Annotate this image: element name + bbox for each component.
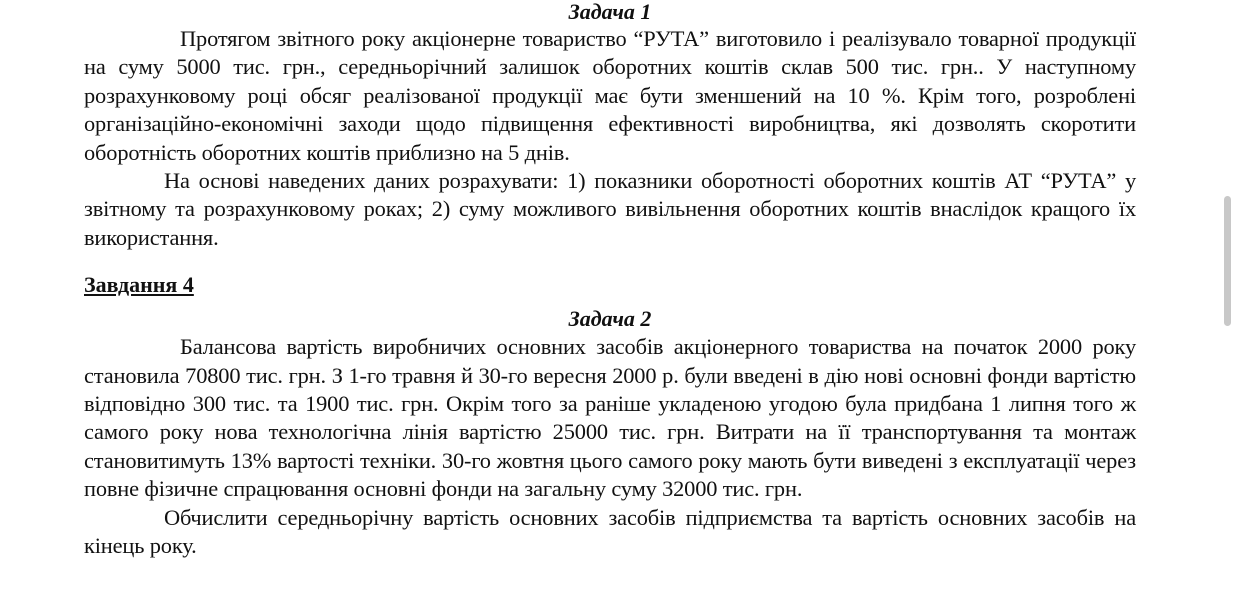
task1-paragraph-1: Протягом звітного року акціонерне товариство “РУТА” виготовило і реалізувало товарної продукції на суму 5000 тис. грн., середньорічний залишок оборотних коштів склав 500 тис. грн.. У наступному розрахунковому році обсяг реалізованої продукції має бути зменшений на 10 %. Крім того, розроблені організаційно-економічні заходи щодо підвищення ефективності виробництва, які дозволять скоротити оборотність оборотних коштів приблизно на 5 днів. [84, 26, 1136, 165]
task2-paragraph-2: Обчислити середньорічну вартість основних засобів підприємства та вартість основних засобів на кінець року. [84, 504, 1136, 559]
vertical-scrollbar[interactable] [1224, 196, 1231, 326]
task1-paragraph-2: На основі наведених даних розрахувати: 1) показники оборотності оборотних коштів АТ “РУТА” у звітному та розрахунковому роках; 2) суму можливого вивільнення оборотних коштів внаслідок кращого їх використання. [84, 168, 1136, 250]
document-page [84, 0, 1136, 561]
assignment-title: Завдання 4 [84, 272, 194, 298]
task2-title: Задача 2 [568, 306, 652, 332]
task1-title: Задача 1 [568, 0, 652, 24]
task2-paragraph-1: Балансова вартість виробничих основних засобів акціонерного товариства на початок 2000 року становила 70800 тис. грн. З 1-го травня й 30-го вересня 2000 р. були введені в дію нові основні фонди вартістю відповідно 300 тис. та 1900 тис. грн. Окрім того за раніше укладеною угодою була придбана 1 липня того ж самого року нова технологічна лінія вартістю 25000 тис. грн. Витрати на її транспортування та монтаж становитимуть 13% вартості техніки. 30-го жовтня цього самого року мають бути виведені з експлуатації через повне фізичне спрацювання основні фонди на загальну суму 32000 тис. грн. [84, 334, 1136, 502]
spacer [84, 252, 1136, 270]
